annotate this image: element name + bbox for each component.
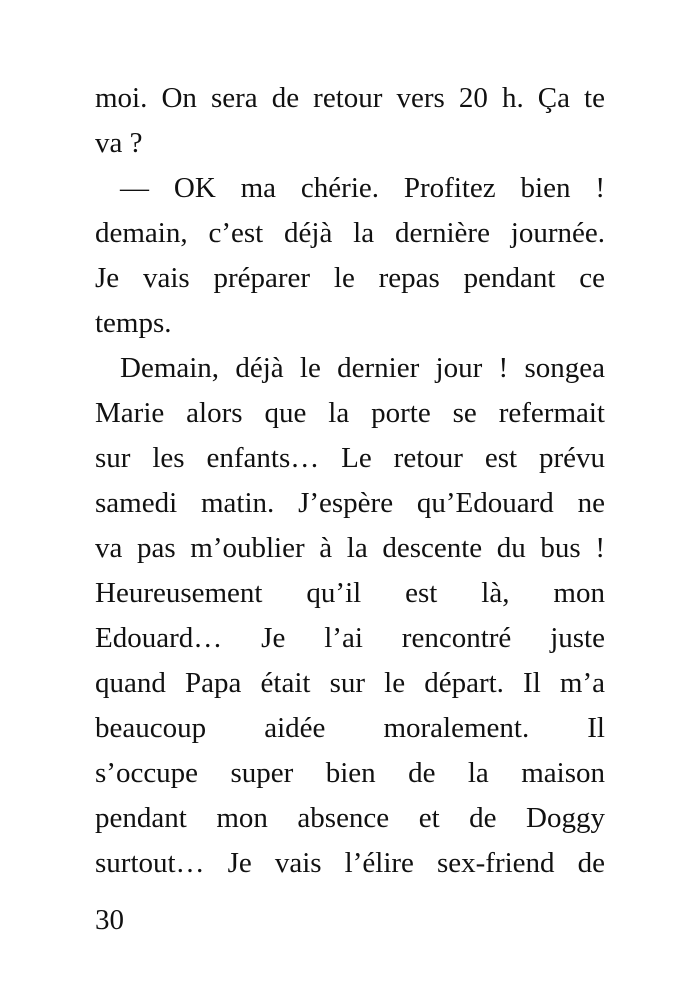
- text-line: sur les enfants… Le retour est prévu: [95, 442, 605, 474]
- text-line: s’occupe super bien de la maison: [95, 757, 605, 789]
- text-line: quand Papa était sur le départ. Il m’a: [95, 667, 605, 699]
- text-line: va pas m’oublier à la descente du bus !: [95, 532, 605, 564]
- text-line: samedi matin. J’espère qu’Edouard ne: [95, 487, 605, 519]
- text-line: va ?: [95, 127, 143, 159]
- text-line: Demain, déjà le dernier jour ! songea: [120, 352, 605, 384]
- text-line: beaucoup aidée moralement. Il: [95, 712, 605, 744]
- text-line: surtout… Je vais l’élire sex-friend de: [95, 847, 605, 879]
- text-line: Edouard… Je l’ai rencontré juste: [95, 622, 605, 654]
- text-line: Je vais préparer le repas pendant ce: [95, 262, 605, 294]
- text-line: demain, c’est déjà la dernière journée.: [95, 217, 605, 249]
- text-line: Heureusement qu’il est là, mon: [95, 577, 605, 609]
- page-text: [95, 76, 605, 886]
- text-line: — OK ma chérie. Profitez bien !: [120, 172, 605, 204]
- text-line: Marie alors que la porte se refermait: [95, 397, 605, 429]
- text-line: pendant mon absence et de Doggy: [95, 802, 605, 834]
- text-line: temps.: [95, 307, 172, 339]
- text-line: moi. On sera de retour vers 20 h. Ça te: [95, 82, 605, 114]
- page-number: 30: [95, 904, 124, 936]
